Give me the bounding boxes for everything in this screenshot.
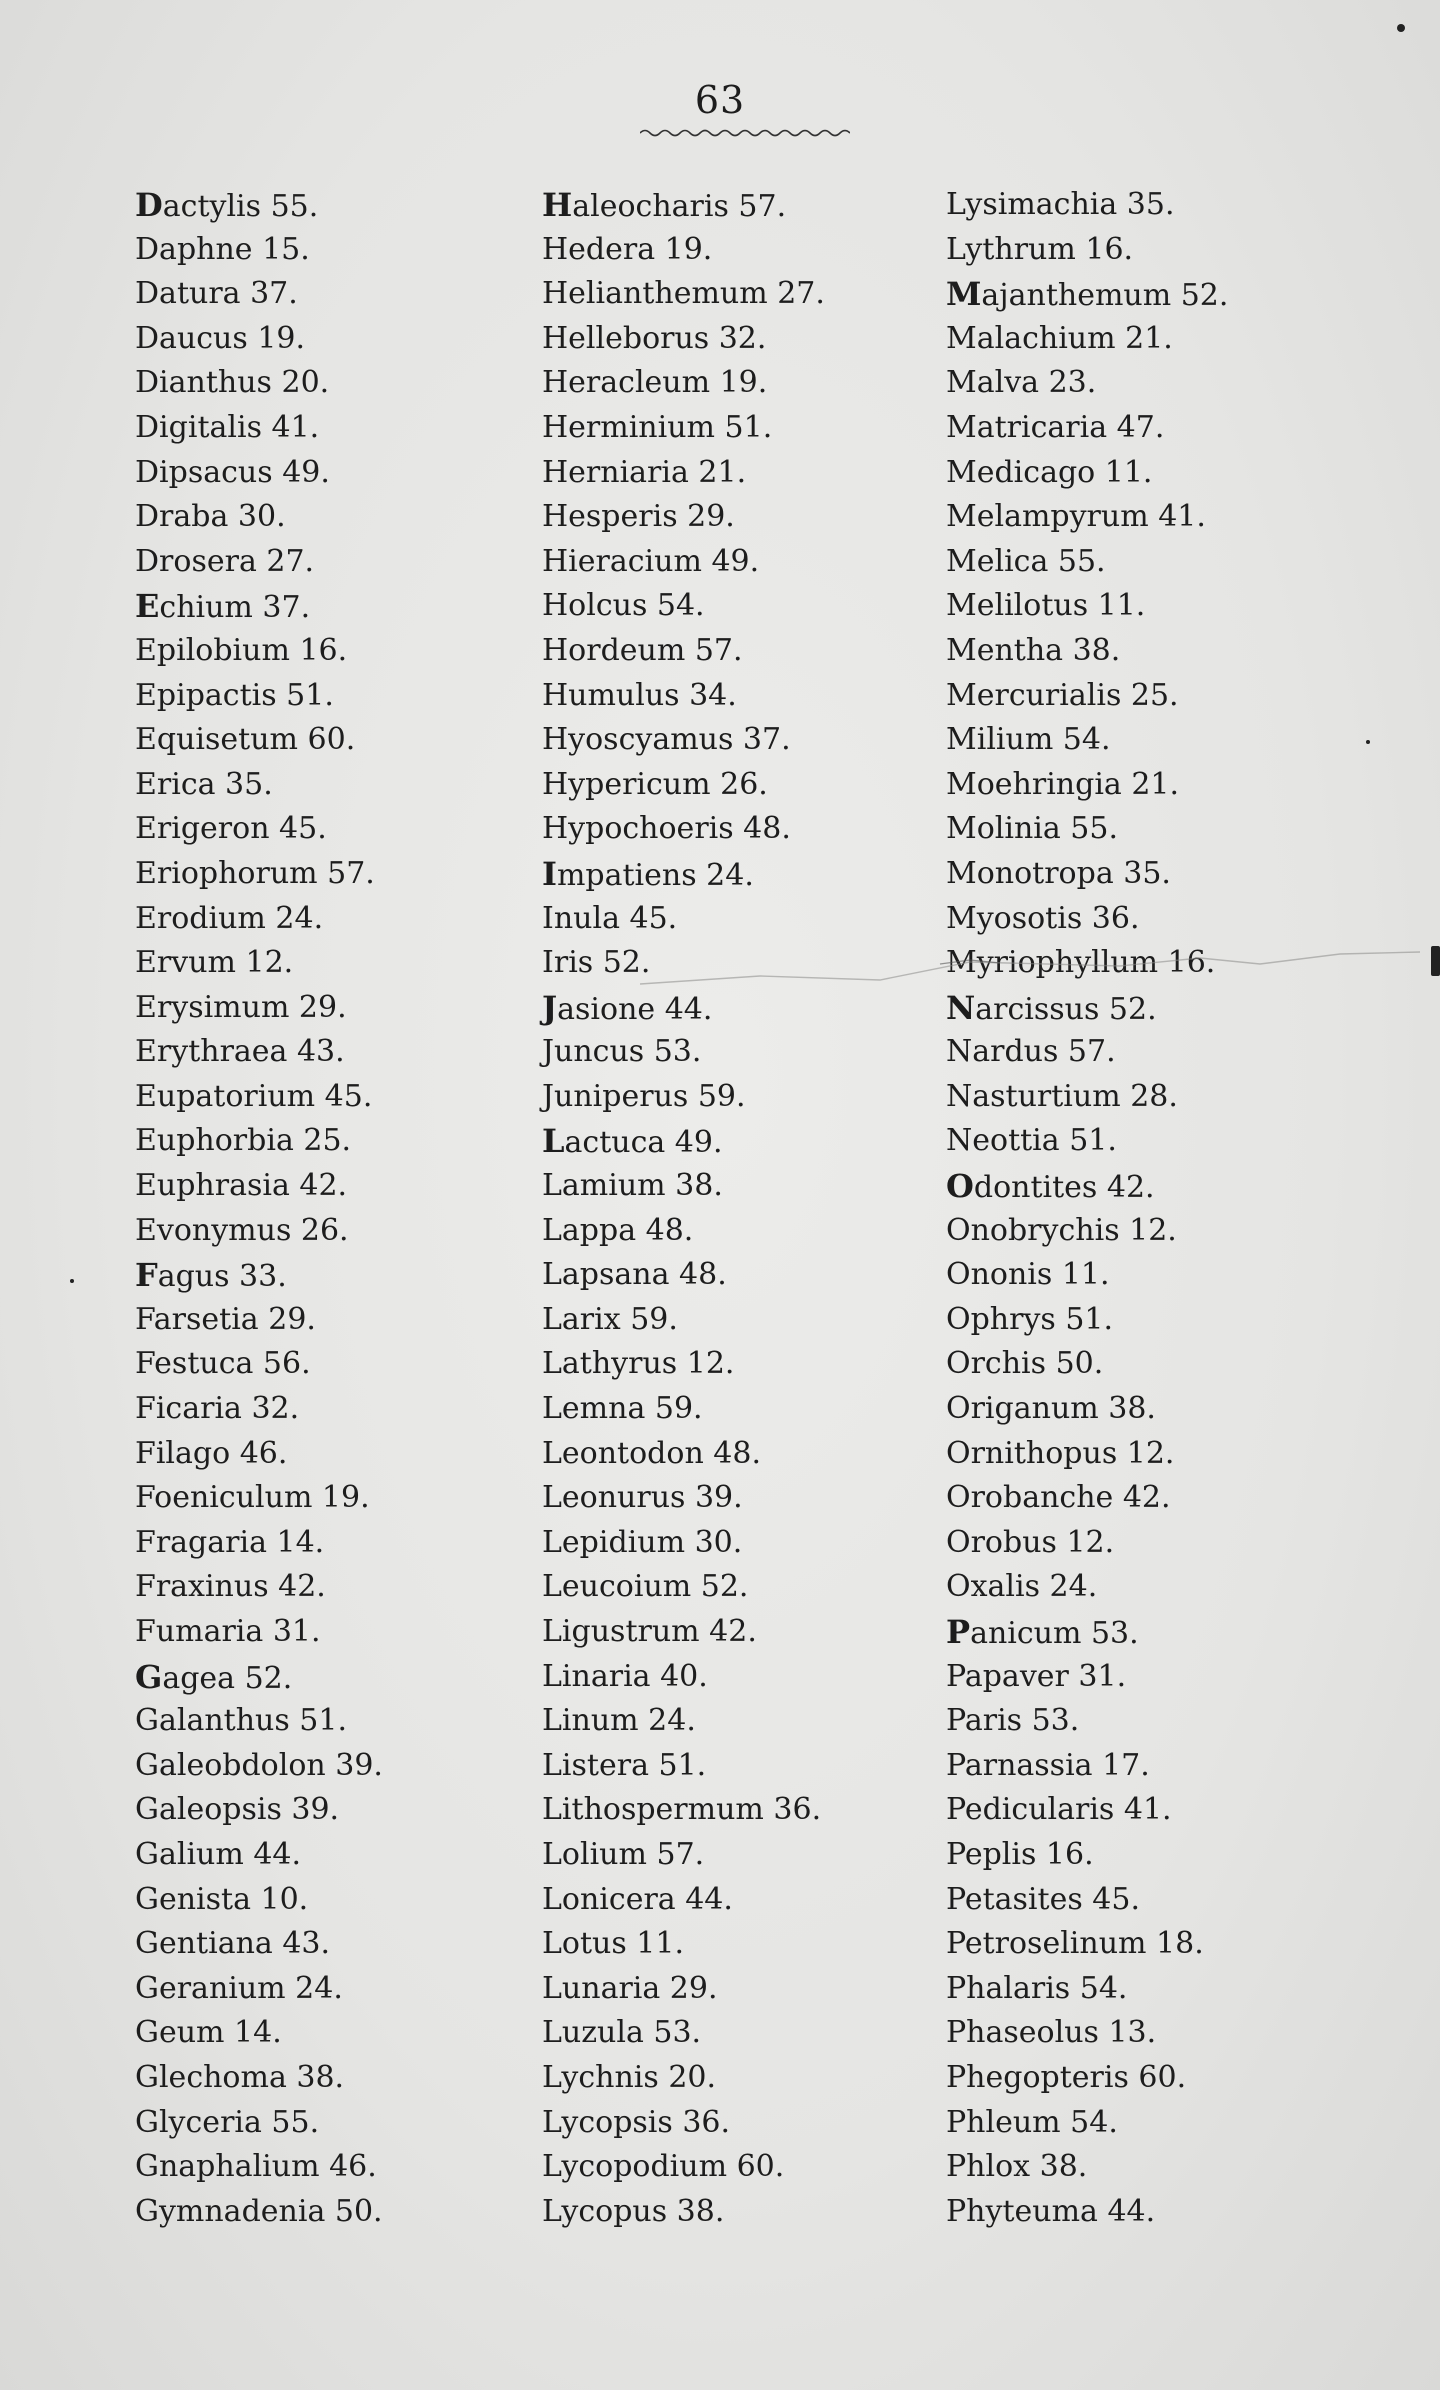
section-initial-letter: L	[542, 1122, 565, 1161]
index-entry: Galeopsis 39.	[135, 1792, 340, 1828]
entry-rest: mpatiens 24.	[556, 857, 754, 893]
index-entry: Holcus 54.	[542, 588, 705, 624]
entry-rest: agea 52.	[162, 1660, 293, 1696]
index-entry: Festuca 56.	[135, 1346, 311, 1382]
index-entry: Medicago 11.	[946, 454, 1153, 490]
index-entry: Melica 55.	[946, 543, 1106, 579]
index-entry: Herminium 51.	[542, 409, 773, 445]
section-initial-letter: O	[946, 1167, 974, 1206]
index-entry: Origanum 38.	[946, 1391, 1156, 1427]
index-entry: Galeobdolon 39.	[135, 1747, 383, 1783]
index-entry: Glyceria 55.	[135, 2104, 320, 2140]
entry-rest: actuca 49.	[564, 1125, 723, 1161]
index-entry: Erica 35.	[135, 766, 273, 802]
section-initial-letter: F	[135, 1256, 158, 1295]
index-entry: Oxalis 24.	[946, 1569, 1098, 1605]
index-entry: Lemna 59.	[542, 1391, 703, 1427]
index-entry: Luzula 53.	[542, 2015, 702, 2051]
index-entry: Malva 23.	[946, 365, 1097, 401]
index-entry: Peplis 16.	[946, 1836, 1094, 1872]
index-entry: Juniperus 59.	[542, 1078, 746, 1114]
index-entry: Geranium 24.	[135, 1970, 343, 2006]
index-entry: Euphorbia 25.	[135, 1123, 352, 1159]
index-entry: Inula 45.	[542, 900, 678, 936]
index-entry: Phaseolus 13.	[946, 2015, 1157, 2051]
index-entry: Draba 30.	[135, 499, 286, 535]
index-entry: Drosera 27.	[135, 543, 315, 579]
index-entry: Papaver 31.	[946, 1658, 1127, 1694]
index-entry: Humulus 34.	[542, 677, 737, 713]
ink-speck	[70, 1279, 74, 1283]
index-entry	[135, 1253, 383, 1298]
index-entry: Galanthus 51.	[135, 1703, 347, 1739]
index-entry: Galium 44.	[135, 1836, 302, 1872]
entry-rest: chium 37.	[159, 590, 311, 626]
index-entry: Ononis 11.	[946, 1257, 1110, 1293]
index-entry: Nasturtium 28.	[946, 1078, 1178, 1114]
wavy-rule-ornament	[640, 126, 850, 140]
index-entry: Myosotis 36.	[946, 900, 1140, 936]
index-entry: Helianthemum 27.	[542, 276, 825, 312]
index-entry: Lamium 38.	[542, 1168, 723, 1204]
index-entry: Hypericum 26.	[542, 766, 768, 802]
index-entry: Paris 53.	[946, 1703, 1080, 1739]
index-entry: Genista 10.	[135, 1881, 309, 1917]
index-entry: Lithospermum 36.	[542, 1792, 822, 1828]
entry-rest: arcissus 52.	[975, 991, 1157, 1027]
index-entry: Datura 37.	[135, 276, 298, 312]
index-entry	[946, 1610, 1228, 1655]
index-entry: Malachium 21.	[946, 320, 1173, 356]
index-entry: Mentha 38.	[946, 632, 1121, 668]
index-entry: Nardus 57.	[946, 1034, 1116, 1070]
ink-speck	[1431, 946, 1440, 976]
index-entry	[542, 183, 825, 228]
index-entry: Moehringia 21.	[946, 766, 1180, 802]
index-entry: Phlox 38.	[946, 2149, 1088, 2185]
index-entry	[542, 852, 825, 897]
index-entry: Lychnis 20.	[542, 2059, 717, 2095]
index-entry: Herniaria 21.	[542, 454, 747, 490]
index-entry: Gnaphalium 46.	[135, 2149, 377, 2185]
index-entry: Lunaria 29.	[542, 1970, 718, 2006]
index-entry: Hieracium 49.	[542, 543, 760, 579]
index-entry: Melampyrum 41.	[946, 499, 1206, 535]
ink-speck	[1366, 740, 1370, 744]
index-entry: Ornithopus 12.	[946, 1435, 1175, 1471]
index-entry: Lythrum 16.	[946, 231, 1134, 267]
section-initial-letter: I	[542, 854, 557, 893]
index-entry: Dianthus 20.	[135, 365, 330, 401]
index-entry: Fragaria 14.	[135, 1524, 325, 1560]
index-entry: Myriophyllum 16.	[946, 945, 1216, 981]
index-entry: Milium 54.	[946, 722, 1111, 758]
index-entry: Gymnadenia 50.	[135, 2193, 383, 2229]
index-entry: Leucoium 52.	[542, 1569, 749, 1605]
section-initial-letter: D	[135, 186, 163, 224]
index-entry: Petroselinum 18.	[946, 1926, 1204, 1962]
index-entry: Dipsacus 49.	[135, 454, 330, 490]
section-initial-letter: G	[135, 1657, 163, 1696]
index-entry: Erodium 24.	[135, 900, 324, 936]
index-entry: Lycopsis 36.	[542, 2104, 731, 2140]
index-entry: Mercurialis 25.	[946, 677, 1179, 713]
index-entry: Erysimum 29.	[135, 989, 347, 1025]
index-entry: Foeniculum 19.	[135, 1480, 370, 1516]
index-entry: Orobanche 42.	[946, 1480, 1171, 1516]
index-entry: Helleborus 32.	[542, 320, 767, 356]
index-entry: Eriophorum 57.	[135, 855, 375, 891]
index-entry: Erigeron 45.	[135, 811, 327, 847]
index-entry	[135, 183, 383, 228]
index-entry: Pedicularis 41.	[946, 1792, 1172, 1828]
index-entry: Lycopodium 60.	[542, 2149, 785, 2185]
index-entry: Phyteuma 44.	[946, 2193, 1156, 2229]
index-entry: Juncus 53.	[542, 1034, 702, 1070]
index-entry: Parnassia 17.	[946, 1747, 1150, 1783]
entry-rest: aleocharis 57.	[572, 189, 787, 224]
index-entry: Orchis 50.	[946, 1346, 1104, 1382]
index-entry: Neottia 51.	[946, 1123, 1117, 1159]
index-entry	[946, 272, 1228, 317]
index-entry: Daphne 15.	[135, 231, 310, 267]
index-entry: Fumaria 31.	[135, 1614, 321, 1649]
section-initial-letter: M	[946, 275, 982, 314]
index-entry: Leontodon 48.	[542, 1435, 762, 1471]
index-entry: Ligustrum 42.	[542, 1614, 757, 1649]
index-entry: Lonicera 44.	[542, 1881, 733, 1917]
index-entry: Listera 51.	[542, 1747, 707, 1783]
index-entry	[135, 584, 383, 629]
index-entry: Hordeum 57.	[542, 632, 743, 668]
index-entry: Monotropa 35.	[946, 855, 1171, 891]
index-entry: Gentiana 43.	[135, 1926, 331, 1962]
index-entry: Phleum 54.	[946, 2104, 1118, 2140]
section-initial-letter: N	[946, 988, 976, 1027]
index-entry: Matricaria 47.	[946, 409, 1165, 445]
index-entry: Larix 59.	[542, 1301, 678, 1337]
index-entry: Linum 24.	[542, 1703, 696, 1739]
index-entry: Hedera 19.	[542, 231, 713, 267]
index-entry: Epilobium 16.	[135, 632, 348, 668]
section-initial-letter: E	[135, 587, 160, 626]
index-entry: Hesperis 29.	[542, 499, 735, 535]
index-entry: Equisetum 60.	[135, 722, 356, 758]
section-initial-letter: H	[542, 186, 573, 224]
index-entry: Leonurus 39.	[542, 1480, 743, 1516]
index-entry: Melilotus 11.	[946, 588, 1146, 624]
paper-fold-crease	[640, 940, 1440, 1020]
index-entry: Glechoma 38.	[135, 2059, 345, 2095]
entry-rest: actylis 55.	[162, 189, 319, 224]
index-entry: Epipactis 51.	[135, 677, 334, 713]
index-entry: Digitalis 41.	[135, 409, 320, 445]
index-entry: Ficaria 32.	[135, 1391, 300, 1427]
index-entry: Lepidium 30.	[542, 1524, 743, 1560]
index-entry: Phegopteris 60.	[946, 2059, 1187, 2095]
entry-rest: agus 33.	[157, 1259, 287, 1295]
entry-rest: ajanthemum 52.	[981, 278, 1229, 314]
section-initial-letter: P	[946, 1613, 971, 1651]
index-entry	[542, 1119, 825, 1164]
index-entry: Geum 14.	[135, 2015, 282, 2051]
entry-rest: anicum 53.	[970, 1616, 1139, 1651]
index-entry: Fraxinus 42.	[135, 1569, 326, 1605]
index-entry: Lycopus 38.	[542, 2193, 725, 2229]
index-entry: Molinia 55.	[946, 811, 1119, 847]
index-entry	[135, 1655, 383, 1700]
entry-rest: dontites 42.	[973, 1170, 1155, 1206]
index-entry: Iris 52.	[542, 945, 651, 981]
entry-rest: asione 44.	[557, 991, 713, 1027]
index-entry: Heracleum 19.	[542, 365, 768, 401]
index-entry: Filago 46.	[135, 1435, 288, 1471]
index-entry: Ervum 12.	[135, 945, 294, 981]
index-column-3	[946, 183, 1228, 2234]
index-entry: Farsetia 29.	[135, 1301, 316, 1337]
index-entry: Lapsana 48.	[542, 1257, 727, 1293]
index-entry: Lysimachia 35.	[946, 187, 1175, 222]
index-entry: Euphrasia 42.	[135, 1168, 348, 1204]
index-entry	[946, 1164, 1228, 1209]
index-column-2	[542, 183, 825, 2234]
index-entry: Petasites 45.	[946, 1881, 1140, 1917]
page-number: 63	[694, 78, 746, 122]
index-entry: Erythraea 43.	[135, 1034, 345, 1070]
index-entry: Lolium 57.	[542, 1836, 705, 1872]
index-entry: Hypochoeris 48.	[542, 811, 791, 847]
ink-speck	[1397, 24, 1405, 32]
index-entry: Onobrychis 12.	[946, 1212, 1177, 1248]
index-entry: Lathyrus 12.	[542, 1346, 735, 1382]
index-entry: Eupatorium 45.	[135, 1078, 373, 1114]
index-column-1	[135, 183, 383, 2234]
index-entry: Lotus 11.	[542, 1926, 685, 1962]
index-entry: Linaria 40.	[542, 1658, 708, 1694]
index-entry: Phalaris 54.	[946, 1970, 1128, 2006]
index-entry: Hyoscyamus 37.	[542, 722, 791, 758]
index-entry: Lappa 48.	[542, 1212, 694, 1248]
index-entry: Ophrys 51.	[946, 1301, 1114, 1337]
index-entry: Orobus 12.	[946, 1524, 1115, 1560]
index-entry: Daucus 19.	[135, 320, 306, 356]
section-initial-letter: J	[542, 988, 558, 1027]
index-entry: Evonymus 26.	[135, 1212, 349, 1248]
